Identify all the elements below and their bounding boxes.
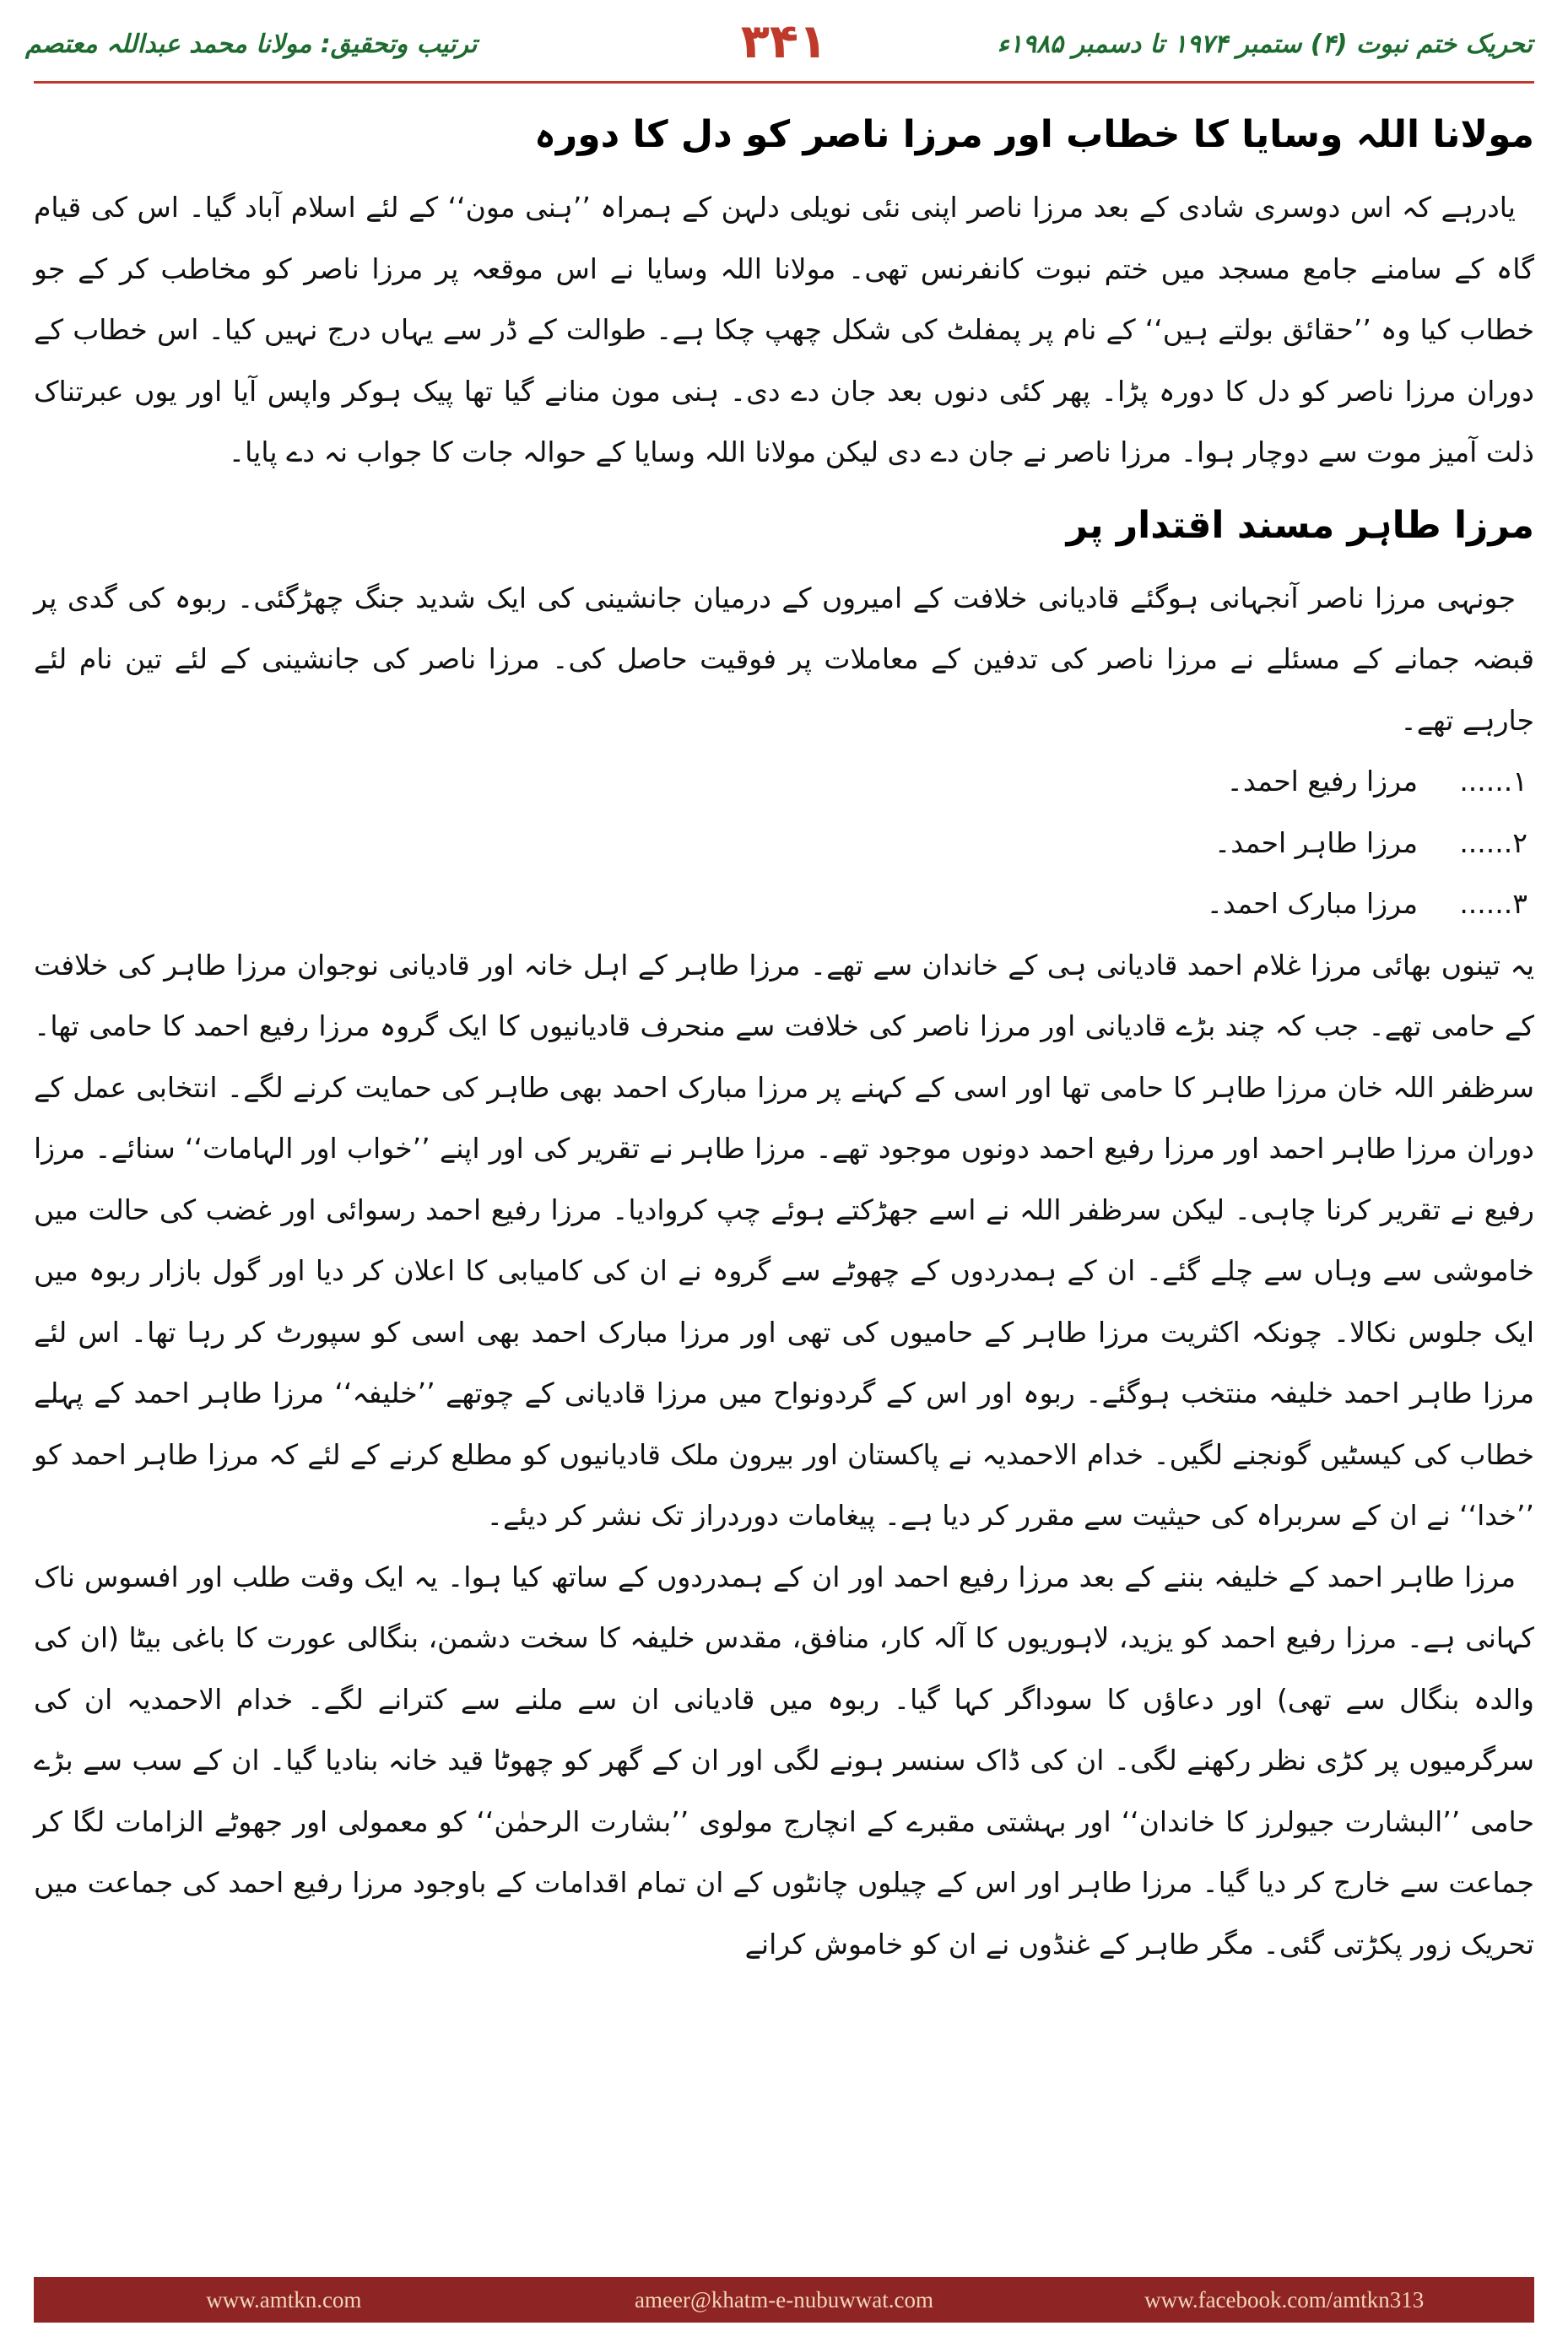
list-item-text: مرزا رفیع احمد۔: [1226, 765, 1418, 798]
list-item-text: مرزا مبارک احمد۔: [1206, 887, 1418, 920]
page-body: [34, 93, 1534, 1975]
list-item: [34, 813, 1534, 874]
paragraph: یادرہے کہ اس دوسری شادی کے بعد مرزا ناصر اپنی نئی نویلی دلہن کے ہمراہ ’’ہنی مون‘‘ کے لئے اسلام آباد گیا۔ اس کی قیام گاہ کے سامنے جامع مسجد میں ختم نبوت کانفرنس تھی۔ مولانا اللہ وسایا نے اس موقعہ پر مرزا ناصر کو مخاطب کر کے جو خطاب کیا وہ ’’حقائق بولتے ہیں‘‘ کے نام پر پمفلٹ کی شکل چھپ چکا ہے۔ طوالت کے ڈر سے یہاں درج نہیں کیا۔ اس خطاب کے دوران مرزا ناصر کو دل کا دورہ پڑا۔ پھر کئی دنوں بعد جان دے دی۔ ہنی مون منانے گیا تھا پیک ہوکر واپس آیا اور یوں عبرتناک ذلت آمیز موت سے دوچار ہوا۔ مرزا ناصر نے جان دے دی لیکن مولانا اللہ وسایا کے حوالہ جات کا جواب نہ دے پایا۔: [34, 191, 1534, 468]
footer-bar: [34, 2277, 1534, 2323]
footer-facebook-link[interactable]: www.facebook.com/amtkn313: [1144, 2286, 1425, 2312]
list-item: [34, 874, 1534, 935]
header-divider: [34, 81, 1534, 84]
paragraph: یہ تینوں بھائی مرزا غلام احمد قادیانی ہی کے خاندان سے تھے۔ مرزا طاہر کے اہل خانہ اور قادیانی نوجوان مرزا طاہر کی خلافت کے حامی تھے۔ جب کہ چند بڑے قادیانی اور مرزا ناصر کی خلافت سے منحرف قادیانیوں کا ایک گروہ مرزا رفیع احمد کا حامی تھا۔ سرظفر اللہ خان مرزا طاہر کا حامی تھا اور اسی کے کہنے پر مرزا مبارک احمد بھی طاہر کی حمایت کرنے لگے۔ انتخابی عمل کے دوران مرزا طاہر احمد اور مرزا رفیع احمد دونوں موجود تھے۔ مرزا طاہر نے تقریر کی اور اپنے ’’خواب اور الہامات‘‘ سنائے۔ مرزا رفیع نے تقریر کرنا چاہی۔ لیکن سرظفر اللہ نے اسے جھڑکتے ہوئے چپ کروادیا۔ مرزا رفیع احمد رسوائی اور غضب کی حالت میں خاموشی سے وہاں سے چلے گئے۔ ان کے ہمدردوں کے چھوٹے سے گروہ نے ان کی کامیابی کا اعلان کر دیا اور گول بازار ربوہ میں ایک جلوس نکالا۔ چونکہ اکثریت مرزا طاہر کے حامیوں کی تھی اور مرزا مبارک احمد بھی اسی کو سپورٹ کر رہا تھا۔ اس لئے مرزا طاہر احمد خلیفہ منتخب ہوگئے۔ ربوہ اور اس کے گردونواح میں مرزا قادیانی کے چوتھے ’’خلیفہ‘‘ مرزا طاہر احمد کے پہلے خطاب کی کیسٹیں گونجنے لگیں۔ خدام الاحمدیہ نے پاکستان اور بیرون ملک قادیانیوں کو مطلع کرنے کے لئے کہ مرزا طاہر احمد کو ’’خدا‘‘ نے ان کے سربراہ کی حیثیت سے مقرر کر دیا ہے۔ پیغامات دوردراز تک نشر کر دیئے۔: [34, 948, 1534, 1532]
list-item: [34, 751, 1534, 813]
section-heading: مرزا طاہر مسند اقتدار پر: [1066, 503, 1534, 547]
list-item-number: ۲......: [1459, 825, 1527, 859]
list-item-number: ۳......: [1459, 887, 1527, 920]
list-item-number: ۱......: [1459, 765, 1527, 798]
list-item-text: مرزا طاہر احمد۔: [1214, 825, 1418, 859]
header-author-credit: ترتیب وتحقیق: مولانا محمد عبداللہ معتصم: [25, 30, 478, 59]
section-heading: مولانا اللہ وسایا کا خطاب اور مرزا ناصر کو دل کا دورہ: [534, 113, 1534, 156]
paragraph: جونہی مرزا ناصر آنجہانی ہوگئے قادیانی خلافت کے امیروں کے درمیان جانشینی کی ایک شدید جنگ چھڑگئی۔ ربوہ کی گدی پر قبضہ جمانے کے مسئلے نے مرزا ناصر کی تدفین کے معاملات پر فوقیت حاصل کی۔ مرزا ناصر کی جانشینی کے لئے تین نام لئے جارہے تھے۔: [34, 581, 1534, 737]
paragraph: مرزا طاہر احمد کے خلیفہ بننے کے بعد مرزا رفیع احمد اور ان کے ہمدردوں کے ساتھ کیا ہوا۔ یہ ایک وقت طلب اور افسوس ناک کہانی ہے۔ مرزا رفیع احمد کو یزید، لاہوریوں کا آلہ کار، منافق، مقدس خلیفہ کا سخت دشمن، بنگالی عورت کا باغی بیٹا (ان کی والدہ بنگال سے تھی) اور دعاؤں کا سوداگر کہا گیا۔ ربوہ میں قادیانی ان سے ملنے سے کترانے لگے۔ خدام الاحمدیہ ان کی سرگرمیوں پر کڑی نظر رکھنے لگی۔ ان کی ڈاک سنسر ہونے لگی اور ان کے گھر کو چھوٹا قید خانہ بنادیا گیا۔ ان کے سب سے بڑے حامی ’’البشارت جیولرز کا خاندان‘‘ اور بہشتی مقبرے کے انچارج مولوی ’’بشارت الرحمٰن‘‘ کو معمولی اور جھوٹے الزامات لگا کر جماعت سے خارج کر دیا گیا۔ مرزا طاہر اور اس کے چیلوں چانٹوں کے ان تمام اقدامات کے باوجود مرزا رفیع احمد کی جماعت میں تحریک زور پکڑتی گئی۔ مگر طاہر کے غنڈوں نے ان کو خاموش کرانے: [34, 1560, 1534, 1961]
header-book-title: تحریک ختم نبوت (۴) ستمبر ۱۹۷۴ تا دسمبر ۱۹۸۵ء: [997, 30, 1533, 59]
footer-website-link[interactable]: www.amtkn.com: [206, 2286, 362, 2312]
footer-email-link[interactable]: ameer@khatm-e-nubuwwat.com: [635, 2286, 933, 2312]
page-number: ۳۴۱: [740, 14, 828, 69]
